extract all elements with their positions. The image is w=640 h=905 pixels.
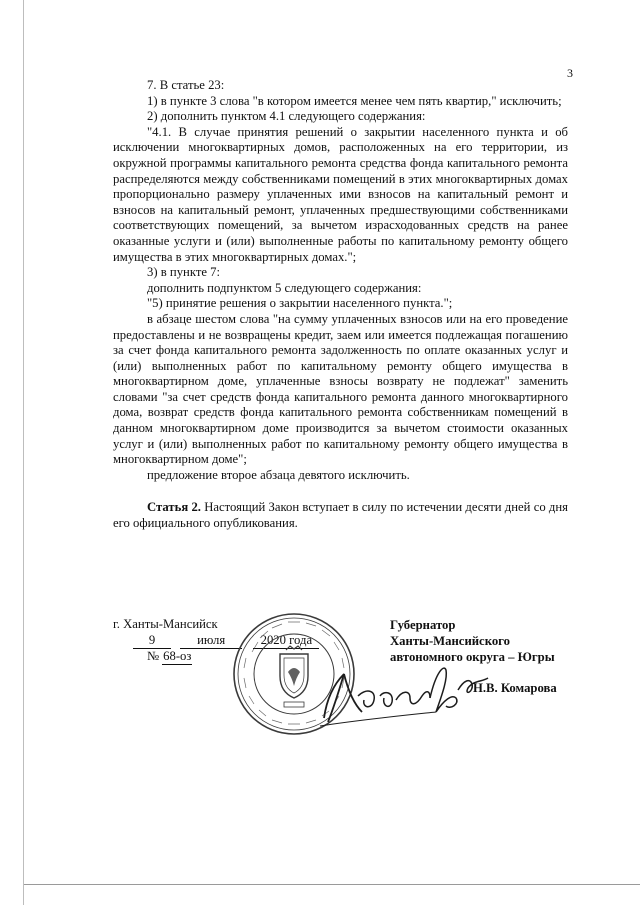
paragraph: 7. В статье 23: (147, 78, 225, 92)
governor-signature-icon (318, 660, 503, 732)
signing-day: 9 (133, 633, 171, 649)
paragraph: предложение второе абзаца девятого исключить. (147, 467, 410, 482)
article-2-label: Статья 2. (147, 500, 201, 515)
paragraph: 2) дополнить пунктом 4.1 следующего содержания: (147, 109, 426, 124)
signing-place: г. Ханты-Мансийск (113, 617, 218, 631)
signing-month: июля (180, 633, 242, 649)
article-2 (113, 500, 568, 531)
scan-left-edge (23, 0, 24, 905)
paragraph: "4.1. В случае принятия решений о закрытии населенного пункта и об исключении многоквартирных домов, расположенных на его территории, из окружной программы капитального ремонта средства фонда капитального ремонта распределяются между собственниками помещений в этих многоквартирных домах пропорционально размеру уплаченных ими взносов на капитальный ремонт и взносов на капитальный ремонт, уплаченных предшествующими собственниками соответствующих помещений, за вычетом израсходованных средств на ранее оказанные услуги и (или) выполненные работы по капитальному ремонту общего имущества в этих многоквартирных домах."; (113, 124, 568, 264)
law-text (113, 78, 568, 532)
paragraph: в абзаце шестом слова "на сумму уплаченных взносов или на его проведение предоставлены и не возвращены кредит, заем или имеется подлежащая погашению за счет фонда капитального ремонта задолженность по оплате оказанных услуг и (или) выполненных работ по капитальному ремонту общего имущества в многоквартирном доме, уплаченные взносы возврату не подлежат" заменить словами "за счет средств фонда капитального ремонта данного многоквартирного дома, возврат средств фонда капитального ремонта собственникам помещений в данном многоквартирном доме производится за вычетом стоимости оказанных услуг и (или) выполненных работ по капитальному ремонту общего имущества в многоквартирном доме"; (113, 311, 568, 467)
law-number-prefix: № (147, 649, 160, 663)
governor-title-line: Губернатор (390, 618, 456, 632)
paragraph: 1) в пункте 3 слова "в котором имеется менее чем пять квартир," исключить; (147, 93, 562, 108)
law-number (147, 649, 192, 665)
page-number: 3 (567, 66, 573, 80)
scan-bottom-edge (24, 884, 640, 885)
paragraph: 3) в пункте 7: (147, 265, 221, 280)
governor-title-line: Ханты-Мансийского (390, 634, 510, 648)
signing-year: 2020 года (253, 633, 319, 649)
paragraph: дополнить подпунктом 5 следующего содержания: (147, 280, 422, 295)
governor-title (390, 617, 555, 665)
governor-name: Н.В. Комарова (473, 681, 557, 695)
article-2-text: Настоящий Закон вступает в силу по истечении десяти дней со дня его официального опубликования. (113, 500, 569, 531)
law-number-value: 68-оз (163, 649, 192, 663)
governor-title-line: автономного округа – Югры (390, 650, 555, 664)
paragraph: "5) принятие решения о закрытии населенного пункта."; (147, 296, 453, 311)
